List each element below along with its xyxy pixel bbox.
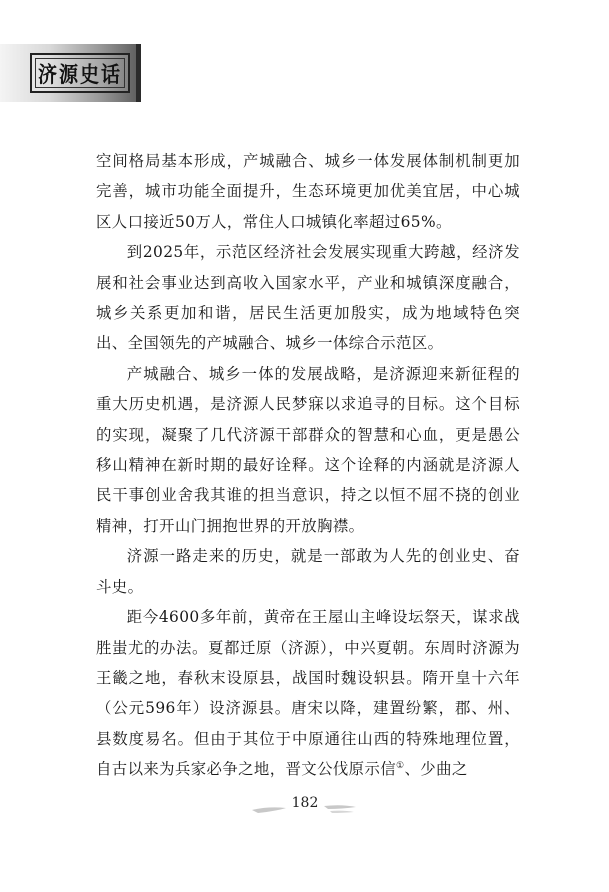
paragraph-1: 空间格局基本形成，产城融合、城乡一体发展体制机制更加完善，城市功能全面提升，生态环境更加优美宜居，中心城区人口接近50万人，常住人口城镇化率超过65%。 <box>96 152 520 231</box>
paragraph-5 <box>96 602 520 784</box>
logo-text: 济源史话 <box>37 62 122 88</box>
page-footer <box>0 790 609 820</box>
paragraph-5-tail: 、少曲之 <box>404 760 468 779</box>
page-number: 182 <box>291 795 319 811</box>
paragraph-4: 济源一路走来的历史，就是一部敢为人先的创业史、奋斗史。 <box>96 547 520 596</box>
paragraph-2: 到2025年，示范区经济社会发展实现重大跨越，经济发展和社会事业达到高收入国家水平，产业和城镇深度融合，城乡关系更加和谐，居民生活更加殷实，成为地域特色突出、全国领先的产城融合、城乡一体综合示范区。 <box>96 243 520 353</box>
paragraph-3: 产城融合、城乡一体的发展战略，是济源迎来新征程的重大历史机遇，是济源人民梦寐以求追寻的目标。这个目标的实现，凝聚了几代济源干部群众的智慧和心血，更是愚公移山精神在新时期的最好诠释。这个诠释的内涵就是济源人民干事创业舍我其谁的担当意识，持之以恒不屈不挠的创业精神，打开山门拥抱世界的开放胸襟。 <box>96 364 520 535</box>
footnote-marker: ① <box>396 761 405 771</box>
body-text <box>96 146 520 785</box>
book-title-logo <box>30 53 130 93</box>
paragraph-5-text: 距今4600多年前，黄帝在王屋山主峰设坛祭天，谋求战胜蚩尤的办法。夏都迁原（济源），中兴夏朝。东周时济源为王畿之地，春秋末设原县，战国时魏设轵县。隋开皇十六年（公元596年）设济源县。唐宋以降，建置纷繁，郡、州、县数度易名。但由于其位于中原通往山西的特殊地理位置，自古以来为兵家必争之地，晋文公伐原示信 <box>96 608 520 779</box>
header-divider-bar <box>136 44 141 102</box>
